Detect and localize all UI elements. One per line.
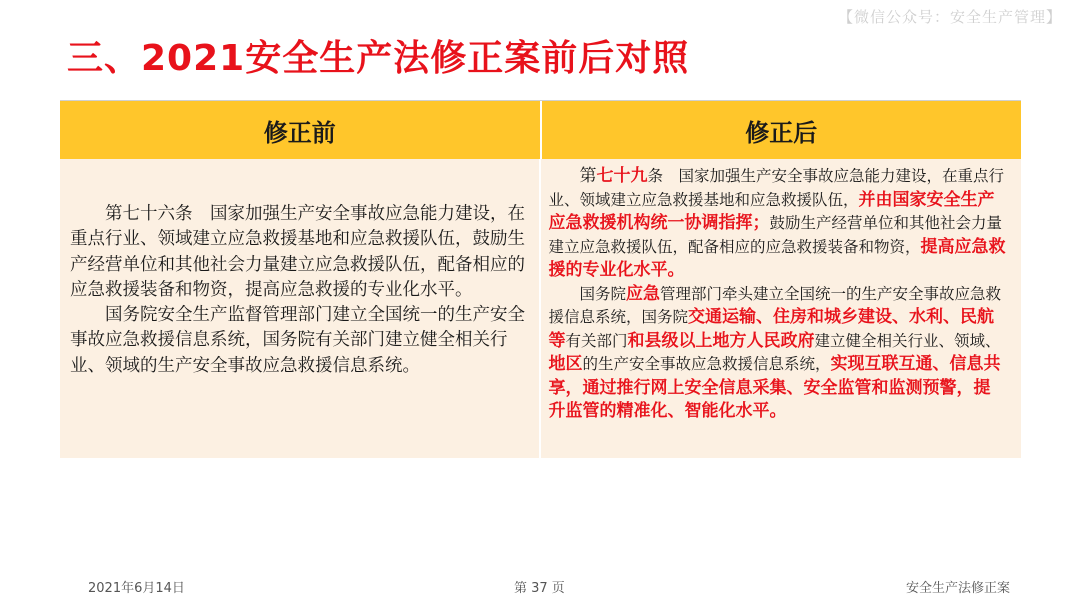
amended-text: 并由国家安全生产应急救援机构统一协调指挥； bbox=[548, 189, 995, 233]
before-paragraph-2: 国务院安全生产监督管理部门建立全国统一的生产安全事故应急救援信息系统，国务院有关部门建立健全相关行业、领域的生产安全事故应急救援信息系统。 bbox=[70, 305, 525, 376]
after-paragraph-1 bbox=[549, 165, 1008, 283]
amended-text: 地区 bbox=[548, 354, 583, 374]
after-text: 有关部门 bbox=[565, 331, 628, 350]
table-header-row bbox=[60, 101, 1021, 159]
amended-text: 实现互联互通、信息共享，通过推行网上安全信息采集、安全监管和监测预警，提升监管的精准化、智能化水平。 bbox=[548, 354, 1001, 421]
before-paragraph-1: 第七十六条 国家加强生产安全事故应急能力建设，在重点行业、领域建立应急救援基地和应急救援队伍，鼓励生产经营单位和其他社会力量建立应急救援队伍，配备相应的应急救援装备和物资，提高应急救援的专业化水平。 bbox=[70, 204, 525, 300]
after-text: 的生产安全事故应急救援信息系统， bbox=[582, 355, 831, 373]
after-text: 建立健全相关行业、领域、 bbox=[814, 331, 1001, 350]
footer-page-number: 第 37 页 bbox=[514, 581, 565, 596]
after-text: 第 bbox=[579, 166, 597, 186]
amended-text: 交通运输、住房和城乡建设、水利、民航等 bbox=[548, 307, 995, 351]
amended-article-number: 七十九 bbox=[596, 166, 648, 186]
after-text: 管理部门牵头建立全国统一的生产安全事故应急救援信息系统，国务院 bbox=[548, 284, 1002, 326]
after-paragraph-2 bbox=[549, 283, 1008, 424]
after-text: 国务院 bbox=[579, 284, 627, 303]
comparison-table bbox=[60, 100, 1021, 459]
amended-text: 提高应急救援的专业化水平。 bbox=[548, 236, 1006, 280]
footer-date: 2021年6月14日 bbox=[88, 581, 185, 596]
before-cell bbox=[60, 159, 539, 458]
footer-topic: 安全生产法修正案 bbox=[905, 581, 1010, 596]
after-text: 条 国家加强生产安全事故应急能力建设，在重点行业、领域建立应急救援基地和应急救援队伍， bbox=[548, 167, 1005, 209]
after-cell bbox=[539, 159, 1022, 458]
watermark: 【微信公众号：安全生产管理】 bbox=[837, 8, 1062, 26]
after-text: 鼓励生产经营单位和其他社会力量建立应急救援队伍，配备相应的应急救援装备和物资， bbox=[548, 214, 1003, 256]
amended-text: 应急 bbox=[626, 283, 661, 304]
table-body-row bbox=[60, 159, 1021, 458]
amended-text: 和县级以上地方人民政府 bbox=[627, 330, 815, 351]
page-title: 三、2021安全生产法修正案前后对照 bbox=[67, 38, 690, 79]
header-after: 修正后 bbox=[540, 101, 1022, 159]
header-before: 修正前 bbox=[263, 118, 336, 147]
